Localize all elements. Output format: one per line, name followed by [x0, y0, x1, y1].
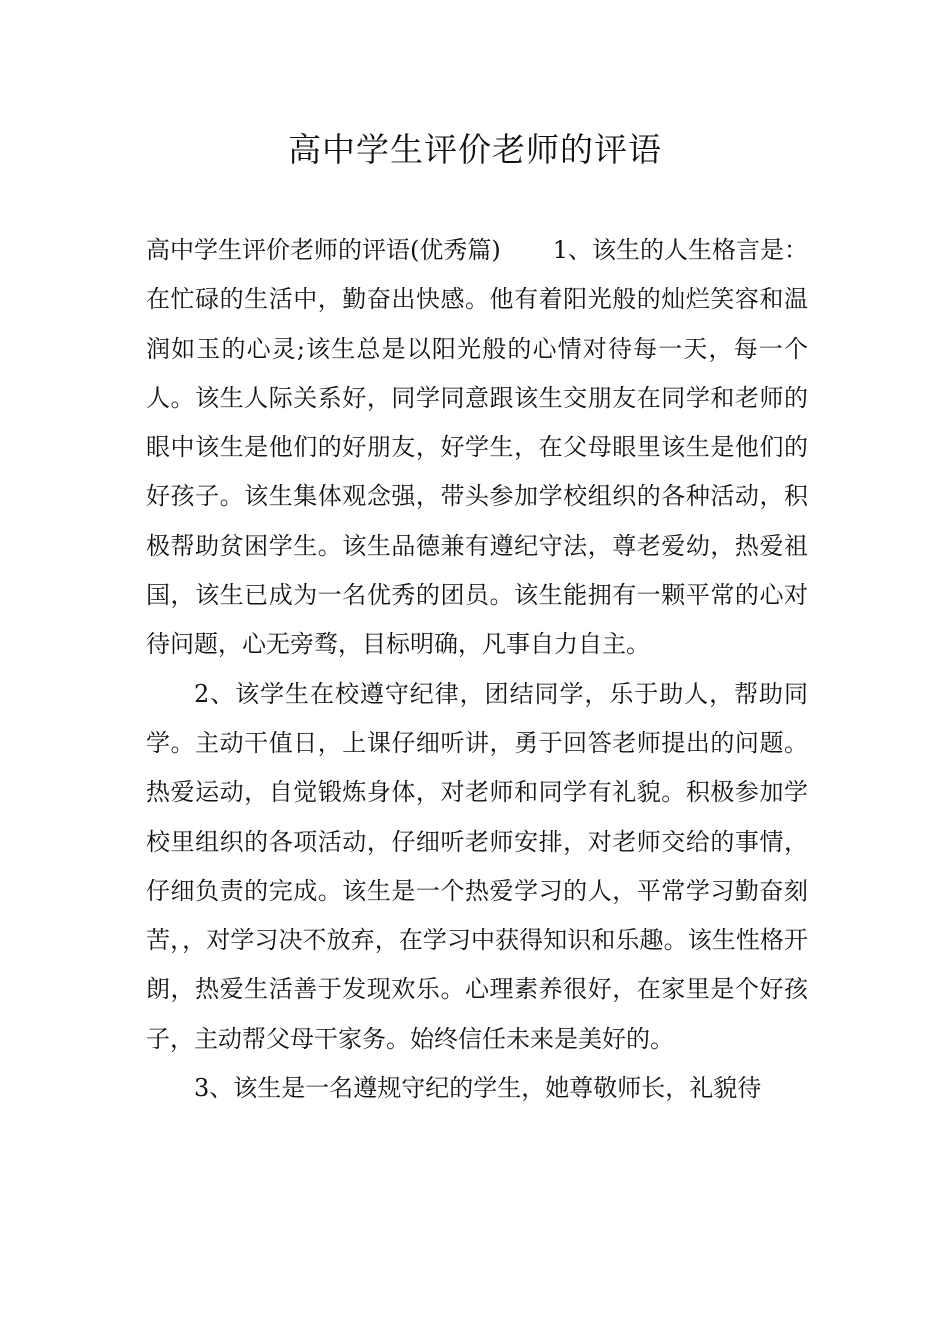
paragraph-1-lead: 高中学生评价老师的评语(优秀篇) [146, 236, 501, 264]
paragraph-2: 2、该学生在校遵守纪律，团结同学，乐于助人，帮助同学。主动干值日，上课仔细听讲，勇于回答老师提出的问题。热爱运动，自觉锻炼身体，对老师和同学有礼貌。积极参加学校里组织的各项活动，仔细听老师安排，对老师交给的事情，仔细负责的完成。该生是一个热爱学习的人，平常学习勤奋刻苦，，对学习决不放弃，在学习中获得知识和乐趣。该生性格开朗，热爱生活善于发现欢乐。心理素养很好，在家里是个好孩子，主动帮父母干家务。始终信任未来是美好的。 [146, 679, 808, 1053]
paragraph-1-text: 1、该生的人生格言是：在忙碌的生活中，勤奋出快感。他有着阳光般的灿烂笑容和温润如玉的心灵;该生总是以阳光般的心情对待每一天，每一个人。该生人际关系好，同学同意跟该生交朋友在同学和老师的眼中该生是他们的好朋友，好学生，在父母眼里该生是他们的好孩子。该生集体观念强，带头参加学校组织的各种活动，积极帮助贫困学生。该生品德兼有遵纪守法，尊老爱幼，热爱祖国，该生已成为一名优秀的团员。该生能拥有一颗平常的心对待问题，心无旁骛，目标明确，凡事自力自主。 [146, 236, 809, 659]
document-body [146, 226, 808, 1113]
paragraph-3: 3、该生是一名遵规守纪的学生，她尊敬师长，礼貌待 [194, 1074, 762, 1103]
document-title: 高中学生评价老师的评语 [288, 130, 662, 169]
paragraph-1 [146, 226, 808, 670]
